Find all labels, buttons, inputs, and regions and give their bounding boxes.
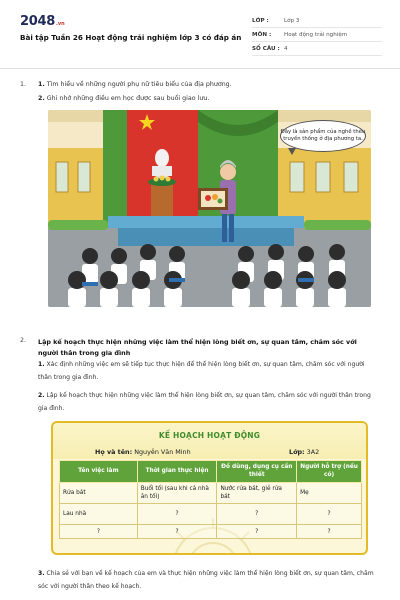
meta-row-subject	[252, 28, 382, 42]
q1-line-1	[38, 81, 232, 88]
event-illustration	[48, 110, 371, 307]
page-title: Bài tập Tuần 26 Hoạt động trải nghiệm lớp 3 có đáp án	[20, 33, 242, 42]
meta-key: SỐ CÂU :	[252, 45, 280, 52]
header-divider	[0, 68, 400, 69]
q2-item-3	[38, 567, 380, 593]
item-number: 3.	[38, 570, 45, 577]
table-cell: ?	[217, 525, 297, 539]
column-header: Đồ dùng, dụng cụ cần thiết	[217, 461, 297, 483]
line-text: Ghi nhớ những điều em học được sau buổi giao lưu.	[46, 95, 210, 102]
table-cell: ?	[137, 525, 217, 539]
table-cell: Nước rửa bát, giẻ rửa bát	[217, 483, 297, 504]
table-cell: Mẹ	[297, 483, 362, 504]
meta-table	[252, 14, 382, 56]
speech-line-2: truyền thống ở địa phương ta.	[283, 136, 363, 142]
table-header-row	[60, 461, 362, 483]
table-cell: Lau nhà	[60, 504, 138, 525]
meta-key: LỚP :	[252, 17, 269, 24]
logo-suffix: .vn	[55, 21, 65, 27]
speech-line-1: Đây là sản phẩm của nghề thêu	[280, 129, 366, 135]
plan-title: KẾ HOẠCH HOẠT ĐỘNG	[158, 431, 261, 440]
table-cell: ?	[60, 525, 138, 539]
q2-item-2	[38, 389, 380, 415]
activity-plan-board	[51, 421, 368, 555]
item-number: 2.	[38, 392, 45, 399]
student-name	[95, 448, 191, 456]
q1-line-2	[38, 95, 209, 102]
class-label: Lớp:	[289, 448, 305, 456]
line-number: 2.	[38, 95, 45, 102]
meta-key: MÔN :	[252, 31, 272, 38]
page-header	[0, 0, 400, 68]
table-cell: ?	[137, 504, 217, 525]
column-header: Người hỗ trợ (nếu có)	[297, 461, 362, 483]
table-row	[60, 483, 362, 504]
question-title: Lập kế hoạch thực hiện những việc làm thể hiện lòng biết ơn, sự quan tâm, chăm sóc với người thân trong gia đình	[38, 338, 357, 357]
question-number: 1.	[20, 81, 27, 88]
site-logo[interactable]	[20, 14, 65, 29]
table-row	[60, 504, 362, 525]
student-class	[289, 448, 319, 456]
table-cell: Buổi tối (sau khi cả nhà ăn tối)	[137, 483, 217, 504]
item-number: 1.	[38, 361, 45, 368]
meta-row-count	[252, 42, 382, 56]
item-text: Chia sẻ với bạn về kế hoạch của em và thực hiện những việc làm thể hiện lòng biết ơn, sự quan tâm, chăm sóc với người thân theo kế hoạch.	[38, 570, 374, 590]
meta-row-class	[252, 14, 382, 28]
speech-bubble-tail	[288, 148, 296, 155]
q2-item-1	[38, 358, 380, 384]
column-header: Thời gian thực hiện	[137, 461, 217, 483]
table-cell: ?	[297, 504, 362, 525]
meta-value: 4	[284, 45, 288, 52]
plan-table	[59, 460, 362, 539]
meta-value: Hoạt động trải nghiệm	[284, 31, 348, 38]
meta-value: Lớp 3	[284, 17, 300, 24]
line-number: 1.	[38, 81, 45, 88]
question-number: 2.	[20, 337, 27, 344]
item-text: Lập kế hoạch thực hiện những việc làm thể hiện lòng biết ơn, sự quan tâm, chăm sóc với người thân trong gia đình.	[38, 392, 371, 412]
line-text: Tìm hiểu về những người phụ nữ tiêu biểu của địa phương.	[46, 81, 232, 88]
table-cell: ?	[297, 525, 362, 539]
name-label: Họ và tên:	[95, 448, 133, 456]
table-row	[60, 525, 362, 539]
item-text: Xác định những việc em sẽ tiếp tục thực hiện để thể hiện lòng biết ơn, sự quan tâm, chăm sóc với người thân trong gia đình.	[38, 361, 365, 381]
name-value: Nguyễn Văn Minh	[134, 448, 191, 456]
table-cell: ?	[217, 504, 297, 525]
class-value: 3A2	[306, 448, 320, 456]
table-cell: Rửa bát	[60, 483, 138, 504]
column-header: Tên việc làm	[60, 461, 138, 483]
logo-number: 2048	[20, 14, 55, 29]
